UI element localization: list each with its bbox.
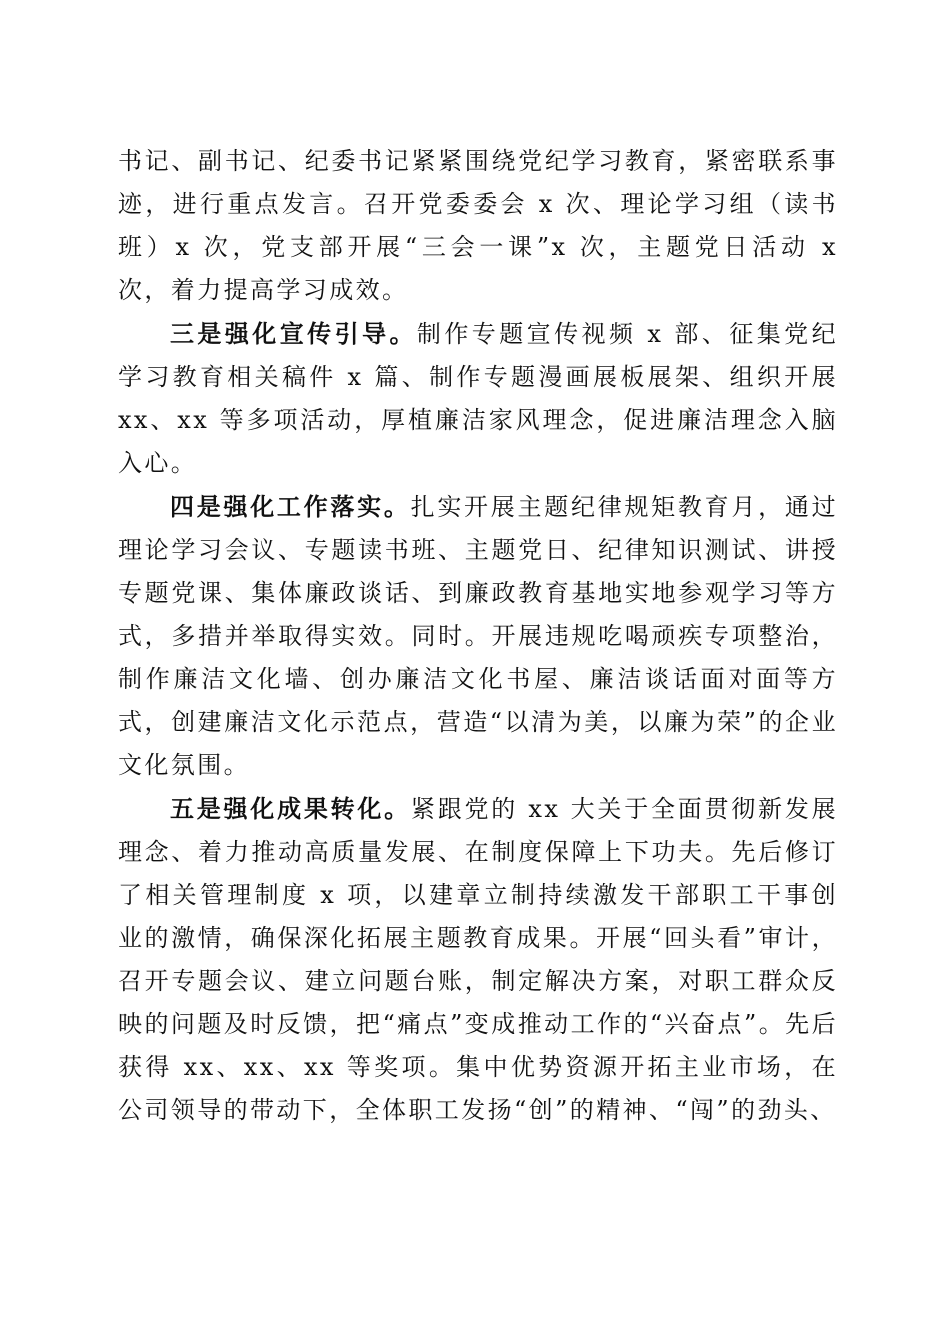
paragraph-lead: 五是强化成果转化。 (170, 794, 411, 823)
paragraph-results (118, 787, 838, 1132)
paragraph-publicity (118, 312, 838, 485)
paragraph-continued (118, 140, 838, 312)
paragraph-text: 书记、副书记、纪委书记紧紧围绕党纪学习教育，紧密联系事迹，进行重点发言。召开党委委会 x 次、理论学习组（读书班）x 次，党支部开展“三会一课”x 次，主题党日活动 x 次，着力提高学习成效。 (118, 147, 838, 304)
paragraph-lead: 四是强化工作落实。 (170, 492, 411, 521)
paragraph-text: 扎实开展主题纪律规矩教育月，通过理论学习会议、专题读书班、主题党日、纪律知识测试、讲授专题党课、集体廉政谈话、到廉政教育基地实地参观学习等方式，多措并举取得实效。同时。开展违规吃喝顽疾专项整治，制作廉洁文化墙、创办廉洁文化书屋、廉洁谈话面对面等方式，创建廉洁文化示范点，营造“以清为美，以廉为荣”的企业文化氛围。 (118, 493, 838, 779)
paragraph-text: 紧跟党的 xx 大关于全面贯彻新发展理念、着力推动高质量发展、在制度保障上下功夫。先后修订了相关管理制度 x 项，以建章立制持续激发干部职工干事创业的激情，确保深化拓展主题教育成果。开展“回头看”审计，召开专题会议、建立问题台账，制定解决方案，对职工群众反映的问题及时反馈，把“痛点”变成推动工作的“兴奋点”。先后获得 xx、xx、xx 等奖项。集中优势资源开拓主业市场，在公司领导的带动下，全体职工发扬“创”的精神、“闯”的劲头、 (118, 795, 838, 1124)
paragraph-implementation (118, 485, 838, 787)
paragraph-lead: 三是强化宣传引导。 (170, 319, 417, 348)
document-body (118, 140, 838, 1132)
paragraph-text: 制作专题宣传视频 x 部、征集党纪学习教育相关稿件 x 篇、制作专题漫画展板展架、组织开展 xx、xx 等多项活动，厚植廉洁家风理念，促进廉洁理念入脑入心。 (118, 320, 838, 477)
